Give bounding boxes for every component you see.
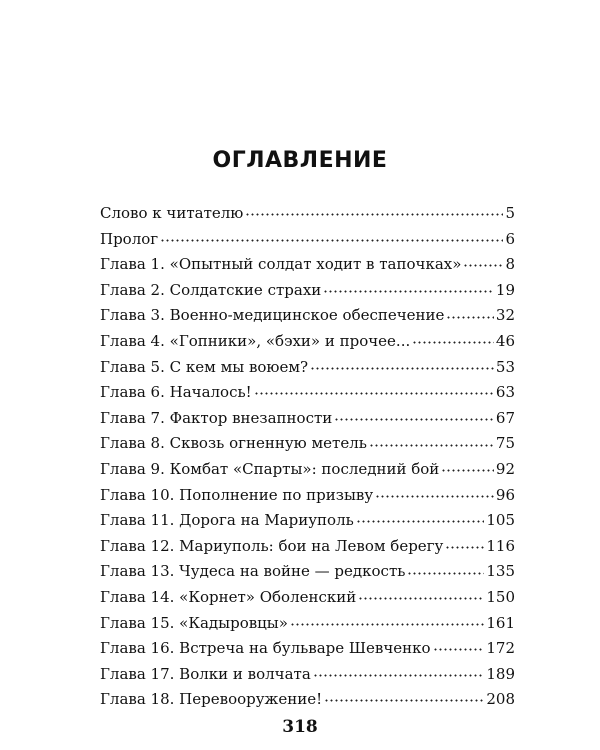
toc-entry-page: 19 [495, 280, 515, 299]
toc-entry [100, 357, 515, 383]
toc-entry-label: Глава 2. Солдатские страхи [100, 280, 322, 299]
toc-entry-page: 53 [495, 357, 515, 376]
toc-entry [100, 689, 515, 715]
dot-leader [445, 536, 484, 551]
toc-entry-page: 92 [495, 459, 515, 478]
toc-entry [100, 382, 515, 408]
toc-entry-label: Глава 14. «Корнет» Оболенский [100, 587, 357, 606]
dot-leader [313, 664, 485, 679]
dot-leader [441, 459, 494, 474]
page-number: 318 [282, 717, 318, 737]
toc-entry [100, 561, 515, 587]
toc-entry-label: Глава 17. Волки и волчата [100, 664, 311, 683]
toc-entry-page: 116 [486, 536, 515, 555]
toc-entry-page: 189 [486, 664, 515, 683]
toc-entry [100, 536, 515, 562]
toc-entry [100, 510, 515, 536]
toc-entry-label: Глава 4. «Гопники», «бэхи» и прочее... [100, 331, 411, 350]
dot-leader [323, 280, 494, 295]
toc-entry-label: Глава 6. Началось! [100, 383, 252, 402]
dot-leader [369, 433, 494, 448]
dot-leader [412, 331, 494, 346]
dot-leader [310, 357, 494, 372]
dot-leader [245, 203, 503, 218]
toc-entry [100, 305, 515, 331]
toc-entry-page: 208 [486, 690, 515, 709]
dot-leader [446, 305, 493, 320]
toc-entry [100, 229, 515, 255]
dot-leader [358, 587, 484, 602]
dot-leader [463, 254, 503, 269]
toc-entry-label: Пролог [100, 229, 159, 248]
toc-entry [100, 408, 515, 434]
toc-entry-page: 150 [486, 587, 515, 606]
toc-entry-label: Глава 11. Дорога на Мариуполь [100, 511, 354, 530]
toc-entry-page: 63 [495, 383, 515, 402]
toc-entry-label: Глава 13. Чудеса на войне — редкость [100, 562, 406, 581]
toc-entry [100, 638, 515, 664]
toc-entry-page: 96 [495, 485, 515, 504]
dot-leader [334, 408, 494, 423]
toc-entry [100, 433, 515, 459]
toc-entry [100, 587, 515, 613]
dot-leader [290, 613, 484, 628]
dot-leader [375, 485, 494, 500]
toc-entry [100, 459, 515, 485]
dot-leader [356, 510, 485, 525]
toc-entry [100, 664, 515, 690]
toc-entry [100, 280, 515, 306]
toc-entry-page: 32 [495, 306, 515, 325]
dot-leader [160, 229, 503, 244]
toc-entry-label: Глава 12. Мариуполь: бои на Левом берегу [100, 536, 444, 555]
toc-entry-label: Глава 8. Сквозь огненную метель [100, 434, 367, 453]
toc-entry-label: Глава 7. Фактор внезапности [100, 408, 333, 427]
toc-entry-label: Глава 15. «Кадыровцы» [100, 613, 288, 632]
dot-leader [407, 561, 484, 576]
toc-entry-page: 67 [495, 408, 515, 427]
toc-entry-label: Глава 10. Пополнение по призыву [100, 485, 374, 504]
toc-entry [100, 613, 515, 639]
toc-entry-page: 135 [486, 562, 515, 581]
toc-entry-page: 161 [486, 613, 515, 632]
toc-entry-page: 105 [486, 511, 515, 530]
toc-entry-page: 8 [505, 255, 515, 274]
toc-entry-page: 5 [505, 204, 515, 222]
toc-entry-page: 46 [495, 331, 515, 350]
toc-entry [100, 485, 515, 511]
toc-entry [100, 331, 515, 357]
toc-entry-page: 6 [505, 229, 515, 248]
toc-entry-label: Глава 5. С кем мы воюем? [100, 357, 309, 376]
table-of-contents [100, 203, 515, 715]
dot-leader [324, 689, 484, 704]
toc-entry [100, 254, 515, 280]
toc-entry-page: 75 [495, 434, 515, 453]
toc-entry-label: Глава 18. Перевооружение! [100, 690, 323, 709]
dot-leader [254, 382, 494, 397]
page-title: ОГЛАВЛЕНИЕ [212, 148, 388, 173]
toc-entry-label: Слово к читателю [100, 204, 244, 222]
toc-entry-label: Глава 9. Комбат «Спарты»: последний бой [100, 459, 440, 478]
toc-entry [100, 203, 515, 229]
toc-entry-page: 172 [486, 639, 515, 658]
toc-entry-label: Глава 1. «Опытный солдат ходит в тапочках» [100, 255, 462, 274]
toc-entry-label: Глава 16. Встреча на бульваре Шевченко [100, 639, 431, 658]
dot-leader [433, 638, 485, 653]
toc-entry-label: Глава 3. Военно-медицинское обеспечение [100, 306, 445, 325]
